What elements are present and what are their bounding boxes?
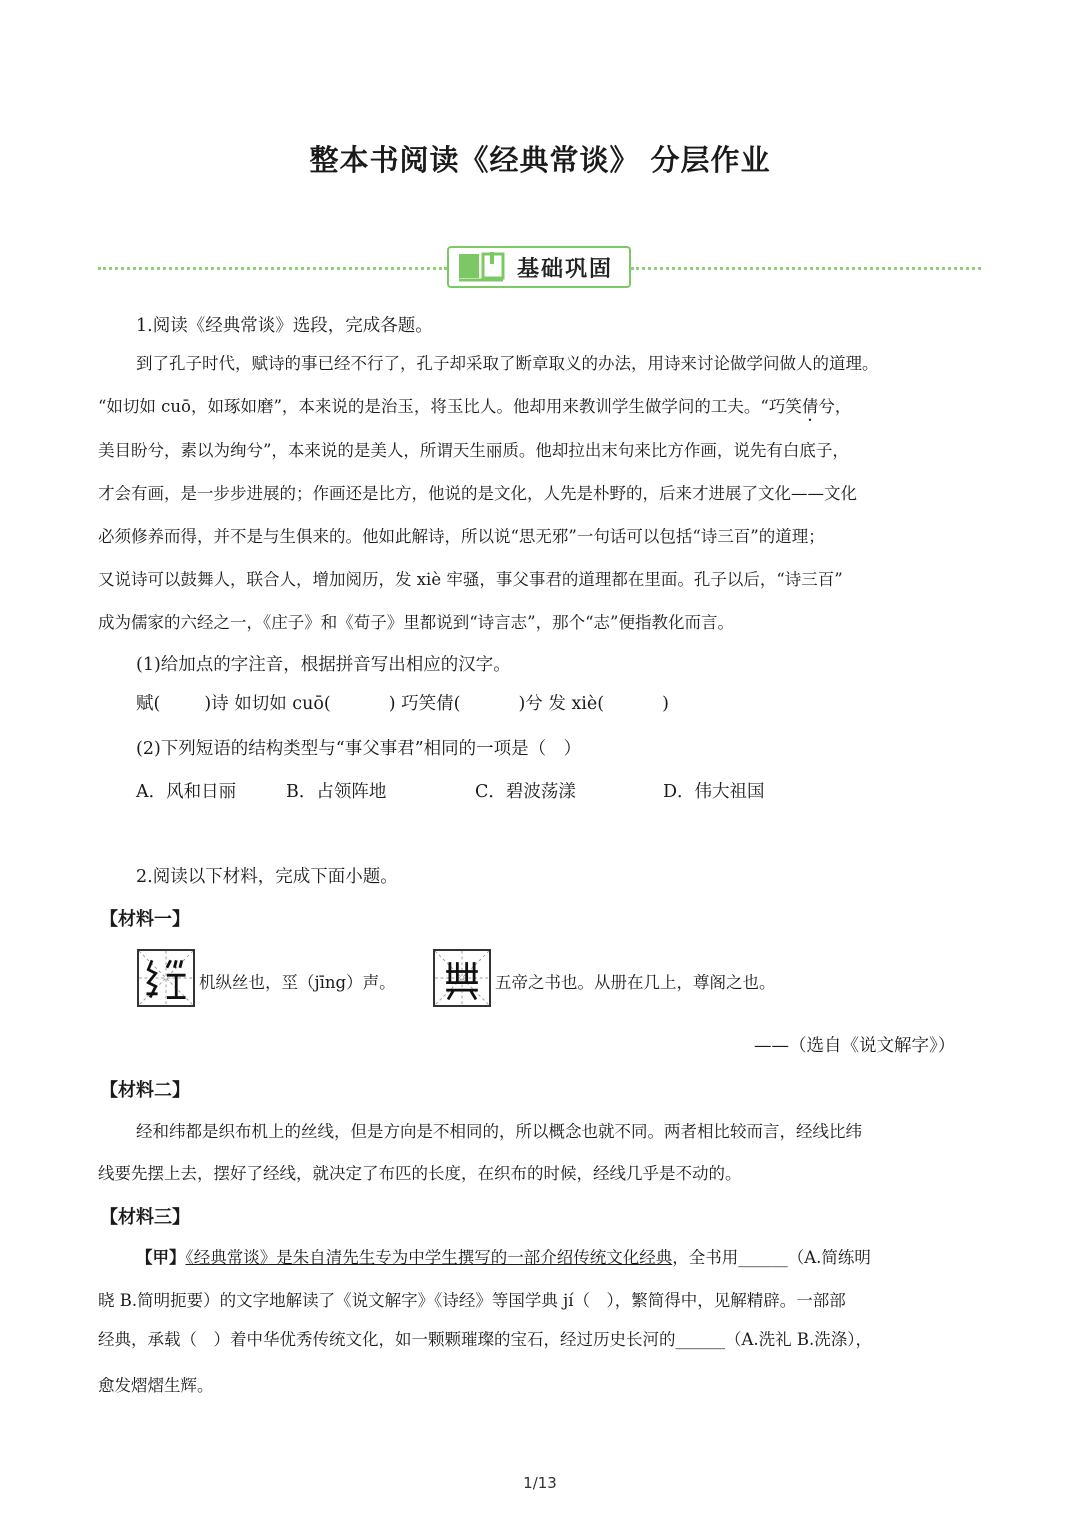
- material-two-label: 【材料二】: [100, 1080, 190, 1101]
- divider-right: [631, 267, 981, 270]
- material-three-line: 经典，承载（ ）着中华优秀传统文化，如一颗颗璀璨的宝石，经过历史长河的______（A.洗礼 B.洗涤），: [98, 1330, 873, 1349]
- material-three-line: 晓 B.简明扼要）的文字地解读了《说文解字》《诗经》等国学典 jí（ ），繁简得中，见解精辟。一部部: [98, 1291, 846, 1310]
- option-c: C．碧波荡漾: [475, 782, 576, 802]
- q1-sub1: (1)给加点的字注音，根据拼音写出相应的汉字。: [136, 655, 511, 675]
- section-header: [447, 246, 631, 288]
- material-two-line: 经和纬都是织布机上的丝线，但是方向是不相同的，所以概念也就不同。两者相比较而言，经线比纬: [136, 1122, 862, 1141]
- q1-prompt: 1.阅读《经典常谈》选段，完成各题。: [136, 316, 433, 336]
- material-one-source: ——（选自《说文解字》）: [754, 1036, 956, 1056]
- material-three-line: 【甲】《经典常谈》是朱自清先生专为中学生撰写的一部介绍传统文化经典，全书用______（A.简练明: [136, 1248, 871, 1267]
- book-icon: [457, 252, 507, 282]
- material-three-label: 【材料三】: [100, 1207, 190, 1228]
- q1-passage-line: 到了孔子时代，赋诗的事已经不行了，孔子却采取了断章取义的办法，用诗来讨论做学问做人的道理。: [136, 354, 879, 373]
- option-d: D．伟大祖国: [663, 782, 765, 802]
- q1-fill-row: 赋( )诗 如切如 cuō( ) 巧笑倩( )兮 发 xiè( ): [136, 694, 669, 714]
- divider-left: [98, 267, 447, 270]
- q1-passage-line: “如切如 cuō，如琢如磨”，本来说的是治玉，将玉比人。他却用来教训学生做学问的工夫。“巧笑倩兮，: [98, 397, 852, 416]
- page-number: 1/13: [523, 1474, 557, 1492]
- material-two-line: 线要先摆上去，摆好了经线，就决定了布匹的长度，在织布的时候，经线几乎是不动的。: [98, 1164, 742, 1183]
- option-b: B．占领阵地: [286, 782, 387, 802]
- material-one-label: 【材料一】: [100, 909, 190, 930]
- material-one-text-2: 五帝之书也。从册在几上，尊阁之也。: [495, 973, 776, 992]
- seal-character-jing: [137, 949, 195, 1007]
- page-title: 整本书阅读《经典常谈》 分层作业: [309, 143, 771, 177]
- q1-passage-line: 美目盼兮，素以为绚兮”，本来说的是美人，所谓天生丽质。他却拉出末句来比方作画，说先有白底子，: [98, 441, 849, 460]
- q1-passage-line: 成为儒家的六经之一，《庄子》和《荀子》里都说到“诗言志”，那个“志”便指教化而言。: [98, 613, 734, 632]
- q1-passage-line: 又说诗可以鼓舞人，联合人，增加阅历，发 xiè 牢骚，事父事君的道理都在里面。孔子以后，“诗三百”: [98, 570, 843, 589]
- seal-character-dian: [433, 949, 491, 1007]
- material-three-line: 愈发熠熠生辉。: [98, 1376, 214, 1395]
- q1-passage-line: 必须修养而得，并不是与生俱来的。他如此解诗，所以说“思无邪”一句话可以包括“诗三百”的道理；: [98, 527, 825, 546]
- q1-sub2: (2)下列短语的结构类型与“事父事君”相同的一项是（ ）: [136, 739, 582, 759]
- material-one-text-1: 机纵丝也，坙（jīng）声。: [199, 973, 396, 992]
- q2-prompt: 2.阅读以下材料，完成下面小题。: [136, 867, 398, 887]
- option-a: A．风和日丽: [136, 782, 237, 802]
- section-label: 基础巩固: [517, 256, 614, 282]
- q1-passage-line: 才会有画，是一步步进展的；作画还是比方，他说的是文化，人先是朴野的，后来才进展了文化——文化: [98, 484, 857, 503]
